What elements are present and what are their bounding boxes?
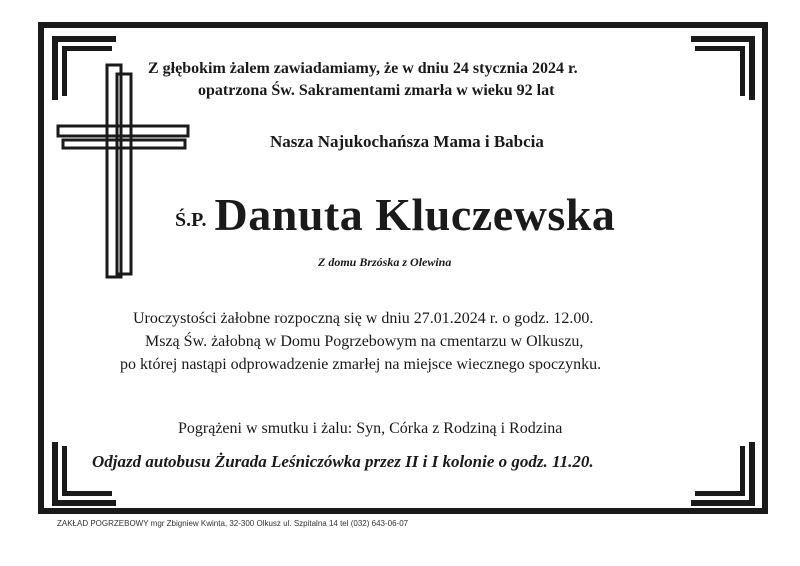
name-prefix: Ś.P. <box>175 209 207 231</box>
maiden-name: Z domu Brzóska z Olewina <box>318 255 452 269</box>
ceremony-line-1: Uroczystości żałobne rozpoczną się w dniu 27.01.2024 r. o godz. 12.00. <box>133 310 594 327</box>
ceremony-line-3: po której nastąpi odprowadzenie zmarłej na miejsce wiecznego spoczynku. <box>120 356 602 373</box>
bus-info-line: Odjazd autobusu Żurada Leśniczówka przez II i I kolonie o godz. 11.20. <box>92 452 594 471</box>
subtitle: Nasza Najukochańsza Mama i Babcia <box>270 132 544 151</box>
name-line <box>175 188 775 241</box>
corner-ornament-top-right-icon <box>685 36 755 106</box>
mourners-line: Pogrążeni w smutku i żalu: Syn, Córka z Rodziną i Rodzina <box>178 420 563 437</box>
intro-line-2: opatrzona Św. Sakramentami zmarła w wieku 92 lat <box>198 82 555 99</box>
deceased-name: Danuta Kluczewska <box>214 189 616 240</box>
intro-line-1: Z głębokim żalem zawiadamiamy, że w dniu 24 stycznia 2024 r. <box>148 60 578 77</box>
funeral-home-footer: ZAKŁAD POGRZEBOWY mgr Zbigniew Kwinta, 32-300 Olkusz ul. Szpitalna 14 tel (032) 643-06-07 <box>57 519 409 528</box>
ceremony-line-2: Mszą Św. żałobną w Domu Pogrzebowym na cmentarzu w Olkuszu, <box>145 333 584 350</box>
cross-icon <box>55 62 191 280</box>
